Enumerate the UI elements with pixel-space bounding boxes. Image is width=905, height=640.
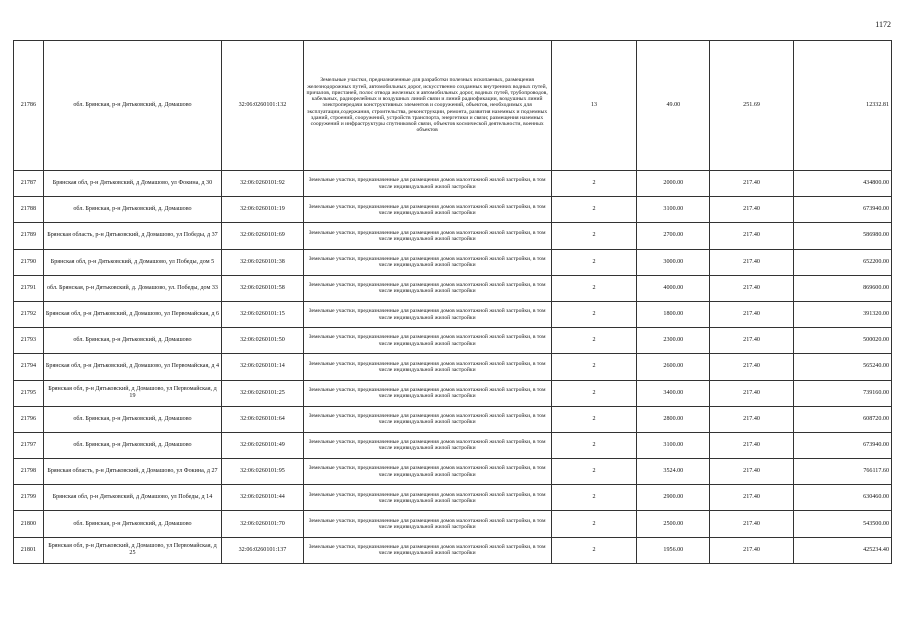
use-code-cell: 2 bbox=[551, 511, 637, 537]
cadastral-number-cell: 32:06:0260101:69 bbox=[222, 223, 304, 249]
row-id-cell: 21794 bbox=[14, 354, 44, 380]
use-code-cell: 13 bbox=[551, 41, 637, 171]
table-row bbox=[14, 485, 892, 511]
cadastral-number-cell: 32:06:0260101:19 bbox=[222, 197, 304, 223]
area-cell: 3100.00 bbox=[637, 432, 710, 458]
land-use-cell: Земельные участки, предназначенные для размещения домов малоэтажной жилой застройки, в том числе индивидуальной жилой застройки bbox=[303, 511, 551, 537]
area-cell: 2000.00 bbox=[637, 171, 710, 197]
cadastral-number-cell: 32:06:0260101:137 bbox=[222, 537, 304, 563]
address-cell: Брянская область, р-н Дятьковский, д Домашово, ул Победы, д 37 bbox=[43, 223, 221, 249]
table-row bbox=[14, 197, 892, 223]
cadastral-value-cell: 565240.00 bbox=[793, 354, 891, 380]
use-code-cell: 2 bbox=[551, 485, 637, 511]
land-use-cell: Земельные участки, предназначенные для размещения домов малоэтажной жилой застройки, в том числе индивидуальной жилой застройки bbox=[303, 380, 551, 406]
table-row bbox=[14, 537, 892, 563]
cadastral-number-cell: 32:06:0260101:64 bbox=[222, 406, 304, 432]
row-id-cell: 21797 bbox=[14, 432, 44, 458]
use-code-cell: 2 bbox=[551, 459, 637, 485]
table-row bbox=[14, 328, 892, 354]
specific-value-cell: 217.40 bbox=[710, 537, 794, 563]
cadastral-number-cell: 32:06:0260101:58 bbox=[222, 275, 304, 301]
table-row bbox=[14, 432, 892, 458]
use-code-cell: 2 bbox=[551, 275, 637, 301]
row-id-cell: 21793 bbox=[14, 328, 44, 354]
row-id-cell: 21790 bbox=[14, 249, 44, 275]
address-cell: обл. Брянская, р-н Дятьковский, д. Домашово, ул. Победы, дом 33 bbox=[43, 275, 221, 301]
table-row bbox=[14, 406, 892, 432]
table-row bbox=[14, 275, 892, 301]
row-id-cell: 21792 bbox=[14, 301, 44, 327]
area-cell: 1956.00 bbox=[637, 537, 710, 563]
address-cell: Брянская обл, р-н Дятьковский, д Домашово, ул Первомайская, д 25 bbox=[43, 537, 221, 563]
row-id-cell: 21800 bbox=[14, 511, 44, 537]
land-use-cell: Земельные участки, предназначенные для размещения домов малоэтажной жилой застройки, в том числе индивидуальной жилой застройки bbox=[303, 354, 551, 380]
specific-value-cell: 217.40 bbox=[710, 249, 794, 275]
row-id-cell: 21786 bbox=[14, 41, 44, 171]
area-cell: 3000.00 bbox=[637, 249, 710, 275]
table-row bbox=[14, 41, 892, 171]
cadastral-value-cell: 608720.00 bbox=[793, 406, 891, 432]
row-id-cell: 21795 bbox=[14, 380, 44, 406]
address-cell: обл. Брянская, р-н Дятьковский, д. Домашово bbox=[43, 406, 221, 432]
cadastral-value-cell: 630460.00 bbox=[793, 485, 891, 511]
cadastral-number-cell: 32:06:0260101:132 bbox=[222, 41, 304, 171]
address-cell: Брянская область, р-н Дятьковский, д Домашово, ул Фокина, д 27 bbox=[43, 459, 221, 485]
area-cell: 3400.00 bbox=[637, 380, 710, 406]
area-cell: 3100.00 bbox=[637, 197, 710, 223]
table-row bbox=[14, 511, 892, 537]
cadastral-number-cell: 32:06:0260101:49 bbox=[222, 432, 304, 458]
land-use-cell: Земельные участки, предназначенные для размещения домов малоэтажной жилой застройки, в том числе индивидуальной жилой застройки bbox=[303, 485, 551, 511]
cadastral-value-cell: 766117.60 bbox=[793, 459, 891, 485]
area-cell: 4000.00 bbox=[637, 275, 710, 301]
land-use-cell: Земельные участки, предназначенные для размещения домов малоэтажной жилой застройки, в том числе индивидуальной жилой застройки bbox=[303, 537, 551, 563]
cadastral-value-cell: 543500.00 bbox=[793, 511, 891, 537]
land-use-cell: Земельные участки, предназначенные для размещения домов малоэтажной жилой застройки, в том числе индивидуальной жилой застройки bbox=[303, 328, 551, 354]
cadastral-value-cell: 425234.40 bbox=[793, 537, 891, 563]
address-cell: Брянская обл, р-н Дятьковский, д Домашово, ул Первомайская, д 19 bbox=[43, 380, 221, 406]
specific-value-cell: 217.40 bbox=[710, 328, 794, 354]
address-cell: Брянская обл, р-н Дятьковский, д Домашово, ул Победы, дом 5 bbox=[43, 249, 221, 275]
row-id-cell: 21801 bbox=[14, 537, 44, 563]
address-cell: Брянская обл, р-н Дятьковский, д Домашово, ул Победы, д 14 bbox=[43, 485, 221, 511]
specific-value-cell: 251.69 bbox=[710, 41, 794, 171]
area-cell: 1800.00 bbox=[637, 301, 710, 327]
specific-value-cell: 217.40 bbox=[710, 485, 794, 511]
row-id-cell: 21791 bbox=[14, 275, 44, 301]
cadastral-value-cell: 673940.00 bbox=[793, 197, 891, 223]
land-use-cell: Земельные участки, предназначенные для размещения домов малоэтажной жилой застройки, в том числе индивидуальной жилой застройки bbox=[303, 301, 551, 327]
address-cell: обл. Брянская, р-н Дятьковский, д. Домашово bbox=[43, 197, 221, 223]
row-id-cell: 21789 bbox=[14, 223, 44, 249]
specific-value-cell: 217.40 bbox=[710, 511, 794, 537]
page-number: 1172 bbox=[875, 20, 891, 29]
table-row bbox=[14, 301, 892, 327]
cadastral-value-table bbox=[13, 40, 892, 564]
specific-value-cell: 217.40 bbox=[710, 171, 794, 197]
cadastral-value-cell: 739160.00 bbox=[793, 380, 891, 406]
area-cell: 2300.00 bbox=[637, 328, 710, 354]
cadastral-value-cell: 652200.00 bbox=[793, 249, 891, 275]
specific-value-cell: 217.40 bbox=[710, 223, 794, 249]
use-code-cell: 2 bbox=[551, 354, 637, 380]
area-cell: 2900.00 bbox=[637, 485, 710, 511]
address-cell: Брянская обл, р-н Дятьковский, д Домашово, ул Первомайская, д 6 bbox=[43, 301, 221, 327]
specific-value-cell: 217.40 bbox=[710, 432, 794, 458]
land-use-cell: Земельные участки, предназначенные для размещения домов малоэтажной жилой застройки, в том числе индивидуальной жилой застройки bbox=[303, 275, 551, 301]
use-code-cell: 2 bbox=[551, 171, 637, 197]
address-cell: обл. Брянская, р-н Дятьковский, д. Домашово bbox=[43, 328, 221, 354]
area-cell: 3524.00 bbox=[637, 459, 710, 485]
cadastral-number-cell: 32:06:0260101:25 bbox=[222, 380, 304, 406]
use-code-cell: 2 bbox=[551, 249, 637, 275]
cadastral-value-cell: 434800.00 bbox=[793, 171, 891, 197]
row-id-cell: 21788 bbox=[14, 197, 44, 223]
address-cell: Брянская обл, р-н Дятьковский, д Домашово, ул Фокина, д 30 bbox=[43, 171, 221, 197]
land-use-cell: Земельные участки, предназначенные для размещения домов малоэтажной жилой застройки, в том числе индивидуальной жилой застройки bbox=[303, 197, 551, 223]
table-row bbox=[14, 223, 892, 249]
row-id-cell: 21787 bbox=[14, 171, 44, 197]
table-row bbox=[14, 459, 892, 485]
specific-value-cell: 217.40 bbox=[710, 275, 794, 301]
use-code-cell: 2 bbox=[551, 380, 637, 406]
table-row bbox=[14, 380, 892, 406]
row-id-cell: 21799 bbox=[14, 485, 44, 511]
use-code-cell: 2 bbox=[551, 301, 637, 327]
specific-value-cell: 217.40 bbox=[710, 301, 794, 327]
cadastral-number-cell: 32:06:0260101:95 bbox=[222, 459, 304, 485]
cadastral-number-cell: 32:06:0260101:44 bbox=[222, 485, 304, 511]
use-code-cell: 2 bbox=[551, 537, 637, 563]
specific-value-cell: 217.40 bbox=[710, 406, 794, 432]
specific-value-cell: 217.40 bbox=[710, 380, 794, 406]
address-cell: обл. Брянская, р-н Дятьковский, д. Домашово bbox=[43, 511, 221, 537]
use-code-cell: 2 bbox=[551, 223, 637, 249]
land-use-cell: Земельные участки, предназначенные для размещения домов малоэтажной жилой застройки, в том числе индивидуальной жилой застройки bbox=[303, 432, 551, 458]
cadastral-value-cell: 500020.00 bbox=[793, 328, 891, 354]
cadastral-number-cell: 32:06:0260101:38 bbox=[222, 249, 304, 275]
land-use-cell: Земельные участки, предназначенные для размещения домов малоэтажной жилой застройки, в том числе индивидуальной жилой застройки bbox=[303, 459, 551, 485]
cadastral-value-cell: 869600.00 bbox=[793, 275, 891, 301]
specific-value-cell: 217.40 bbox=[710, 354, 794, 380]
cadastral-number-cell: 32:06:0260101:70 bbox=[222, 511, 304, 537]
cadastral-value-cell: 586980.00 bbox=[793, 223, 891, 249]
cadastral-number-cell: 32:06:0260101:15 bbox=[222, 301, 304, 327]
use-code-cell: 2 bbox=[551, 328, 637, 354]
table-row bbox=[14, 171, 892, 197]
area-cell: 2600.00 bbox=[637, 354, 710, 380]
address-cell: обл. Брянская, р-н Дятьковский, д. Домашово bbox=[43, 41, 221, 171]
land-use-cell: Земельные участки, предназначенные для размещения домов малоэтажной жилой застройки, в том числе индивидуальной жилой застройки bbox=[303, 171, 551, 197]
area-cell: 2500.00 bbox=[637, 511, 710, 537]
area-cell: 2800.00 bbox=[637, 406, 710, 432]
specific-value-cell: 217.40 bbox=[710, 459, 794, 485]
cadastral-number-cell: 32:06:0260101:50 bbox=[222, 328, 304, 354]
cadastral-number-cell: 32:06:0260101:92 bbox=[222, 171, 304, 197]
cadastral-value-cell: 12332.81 bbox=[793, 41, 891, 171]
use-code-cell: 2 bbox=[551, 406, 637, 432]
cadastral-value-cell: 673940.00 bbox=[793, 432, 891, 458]
cadastral-number-cell: 32:06:0260101:14 bbox=[222, 354, 304, 380]
row-id-cell: 21796 bbox=[14, 406, 44, 432]
address-cell: Брянская обл, р-н Дятьковский, д Домашово, ул Первомайская, д 4 bbox=[43, 354, 221, 380]
table-row bbox=[14, 354, 892, 380]
land-use-cell: Земельные участки, предназначенные для размещения домов малоэтажной жилой застройки, в том числе индивидуальной жилой застройки bbox=[303, 223, 551, 249]
table-body bbox=[14, 41, 892, 564]
cadastral-value-cell: 391320.00 bbox=[793, 301, 891, 327]
address-cell: обл. Брянская, р-н Дятьковский, д. Домашово bbox=[43, 432, 221, 458]
area-cell: 2700.00 bbox=[637, 223, 710, 249]
row-id-cell: 21798 bbox=[14, 459, 44, 485]
use-code-cell: 2 bbox=[551, 432, 637, 458]
table-row bbox=[14, 249, 892, 275]
area-cell: 49.00 bbox=[637, 41, 710, 171]
specific-value-cell: 217.40 bbox=[710, 197, 794, 223]
land-use-cell: Земельные участки, предназначенные для размещения домов малоэтажной жилой застройки, в том числе индивидуальной жилой застройки bbox=[303, 249, 551, 275]
land-use-cell: Земельные участки, предназначенные для размещения домов малоэтажной жилой застройки, в том числе индивидуальной жилой застройки bbox=[303, 406, 551, 432]
land-use-cell: Земельные участки, предназначенные для разработки полезных ископаемых, размещения железнодорожных путей, автомобильных дорог, искусственно созданных внутренних водных путей, причалов, пристаней, полос отвода железных и автомобильных дорог, водных путей, трубопроводов, кабельных, радиорелейных и воздушных линий связи и линий радиофикации, воздушных линий электропередачи конструктивных элементов и сооружений, объектов, необходимых для эксплуатации,содержания, строительства, реконструкции, ремонта, развития наземных и подземных зданий, строений, сооружений, устройств транспорта, энергетики и связи; размещения наземных сооружений и инфраструктуры спутниковой связи, объектов космической деятельности, военных объектов bbox=[303, 41, 551, 171]
use-code-cell: 2 bbox=[551, 197, 637, 223]
